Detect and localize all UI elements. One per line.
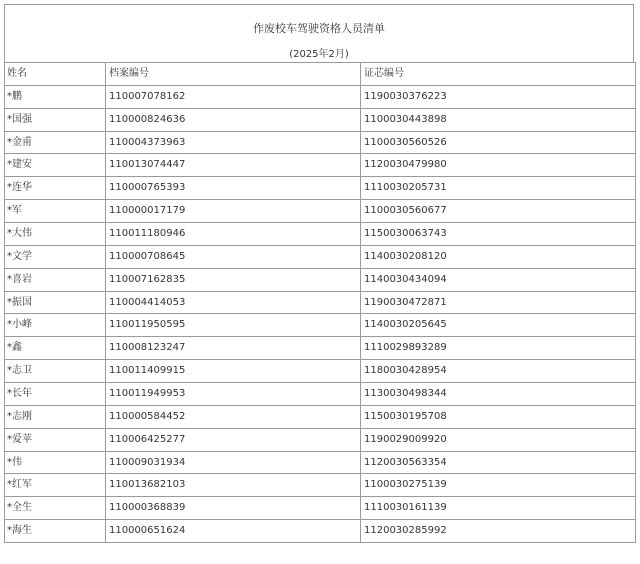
cell-chip-number: 1190030376223 (361, 85, 636, 108)
table-row (5, 405, 636, 428)
table-row (5, 245, 636, 268)
cell-file-number: 110000708645 (106, 245, 361, 268)
table-row (5, 428, 636, 451)
column-header-file-number: 档案编号 (106, 63, 361, 86)
cell-name: *鹏 (5, 85, 106, 108)
cell-chip-number: 1150030063743 (361, 223, 636, 246)
table-row (5, 314, 636, 337)
cell-file-number: 110013682103 (106, 474, 361, 497)
table-row (5, 337, 636, 360)
table-row (5, 268, 636, 291)
table-header-row (5, 63, 636, 86)
cell-chip-number: 1190029009920 (361, 428, 636, 451)
cell-name: *全生 (5, 497, 106, 520)
cell-chip-number: 1120030479980 (361, 154, 636, 177)
cell-file-number: 110011180946 (106, 223, 361, 246)
cell-file-number: 110006425277 (106, 428, 361, 451)
table-row (5, 520, 636, 543)
cell-name: *国强 (5, 108, 106, 131)
cell-name: *志卫 (5, 360, 106, 383)
cell-file-number: 110000651624 (106, 520, 361, 543)
column-header-chip-number: 证芯编号 (361, 63, 636, 86)
cell-file-number: 110013074447 (106, 154, 361, 177)
cell-name: *海生 (5, 520, 106, 543)
document-sheet (4, 4, 635, 564)
cell-file-number: 110007078162 (106, 85, 361, 108)
personnel-table (4, 62, 636, 543)
cell-file-number: 110000584452 (106, 405, 361, 428)
table-row (5, 223, 636, 246)
cell-name: *文学 (5, 245, 106, 268)
cell-file-number: 110004373963 (106, 131, 361, 154)
cell-file-number: 110004414053 (106, 291, 361, 314)
title-block (4, 4, 634, 62)
table-row (5, 177, 636, 200)
cell-file-number: 110007162835 (106, 268, 361, 291)
cell-name: *爱苹 (5, 428, 106, 451)
cell-chip-number: 1190030472871 (361, 291, 636, 314)
cell-chip-number: 1100030443898 (361, 108, 636, 131)
cell-file-number: 110011409915 (106, 360, 361, 383)
cell-file-number: 110011950595 (106, 314, 361, 337)
table-body (5, 63, 636, 543)
cell-chip-number: 1180030428954 (361, 360, 636, 383)
cell-file-number: 110000017179 (106, 200, 361, 223)
cell-file-number: 110011949953 (106, 383, 361, 406)
cell-chip-number: 1120030285992 (361, 520, 636, 543)
cell-name: *建安 (5, 154, 106, 177)
table-row (5, 291, 636, 314)
document-subtitle: (2025年2月) (289, 49, 349, 60)
cell-name: *小峰 (5, 314, 106, 337)
cell-chip-number: 1110030205731 (361, 177, 636, 200)
cell-file-number: 110000368839 (106, 497, 361, 520)
cell-name: *志刚 (5, 405, 106, 428)
column-header-name: 姓名 (5, 63, 106, 86)
table-row (5, 360, 636, 383)
table-row (5, 451, 636, 474)
table-row (5, 497, 636, 520)
cell-chip-number: 1140030208120 (361, 245, 636, 268)
table-row (5, 131, 636, 154)
table-row (5, 383, 636, 406)
cell-name: *金甫 (5, 131, 106, 154)
cell-name: *鑫 (5, 337, 106, 360)
cell-name: *军 (5, 200, 106, 223)
cell-name: *长年 (5, 383, 106, 406)
table-row (5, 85, 636, 108)
cell-chip-number: 1100030560526 (361, 131, 636, 154)
cell-chip-number: 1140030434094 (361, 268, 636, 291)
cell-file-number: 110008123247 (106, 337, 361, 360)
cell-chip-number: 1150030195708 (361, 405, 636, 428)
cell-file-number: 110000824636 (106, 108, 361, 131)
document-title: 作废校车驾驶资格人员清单 (253, 22, 385, 35)
cell-file-number: 110000765393 (106, 177, 361, 200)
cell-chip-number: 1120030563354 (361, 451, 636, 474)
cell-name: *连华 (5, 177, 106, 200)
cell-chip-number: 1110030161139 (361, 497, 636, 520)
cell-name: *大伟 (5, 223, 106, 246)
cell-name: *喜岩 (5, 268, 106, 291)
cell-name: *伟 (5, 451, 106, 474)
cell-name: *振国 (5, 291, 106, 314)
cell-chip-number: 1130030498344 (361, 383, 636, 406)
table-row (5, 154, 636, 177)
cell-file-number: 110009031934 (106, 451, 361, 474)
cell-name: *红军 (5, 474, 106, 497)
cell-chip-number: 1140030205645 (361, 314, 636, 337)
table-row (5, 200, 636, 223)
table-row (5, 108, 636, 131)
cell-chip-number: 1100030275139 (361, 474, 636, 497)
table-row (5, 474, 636, 497)
cell-chip-number: 1110029893289 (361, 337, 636, 360)
cell-chip-number: 1100030560677 (361, 200, 636, 223)
